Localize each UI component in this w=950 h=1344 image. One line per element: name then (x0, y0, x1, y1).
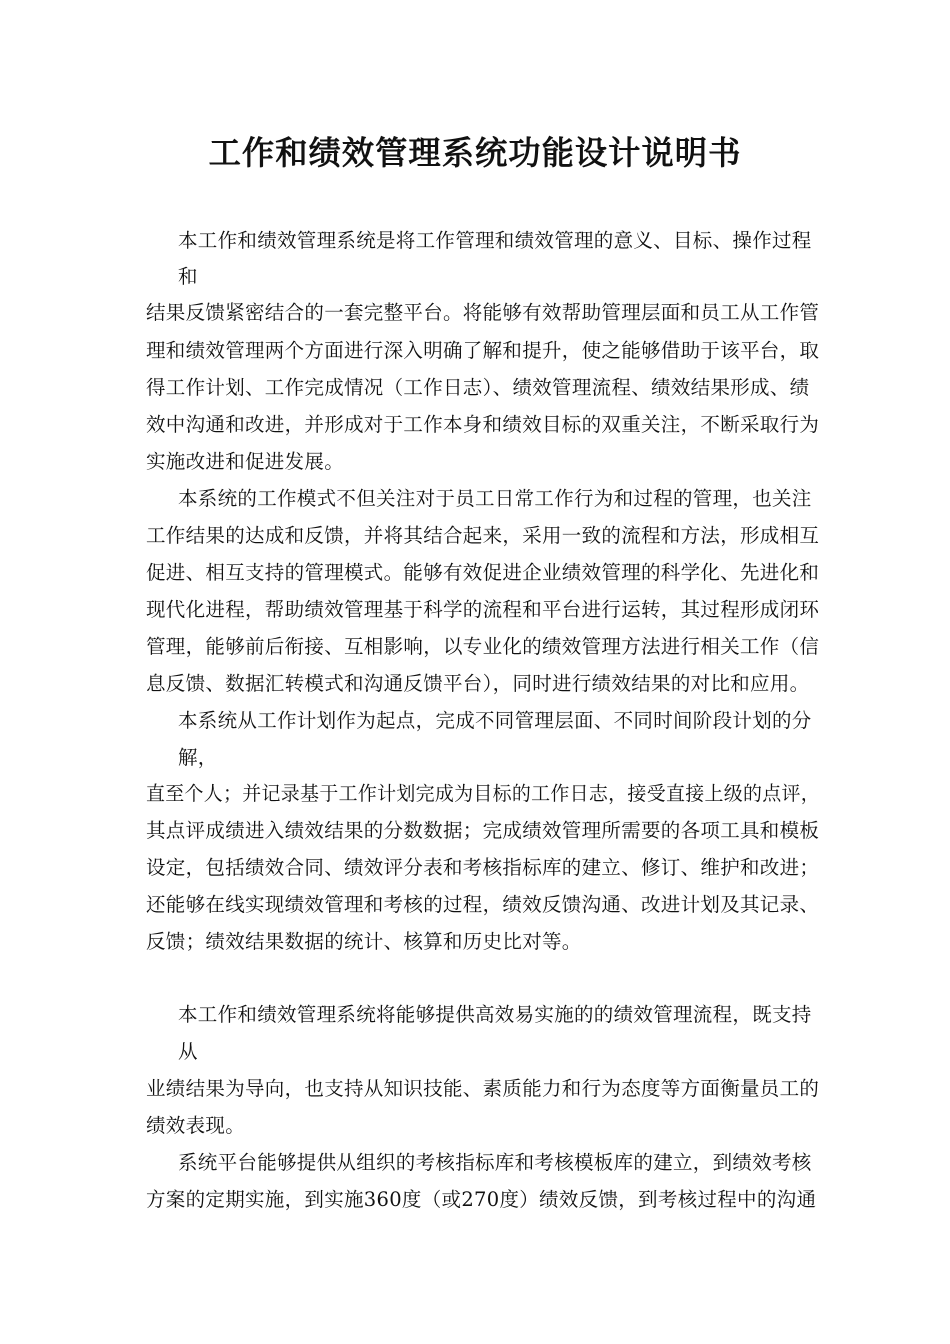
paragraph-line: 本工作和绩效管理系统是将工作管理和绩效管理的意义、目标、操作过程 (178, 229, 812, 252)
paragraph-line: 理和绩效管理两个方面进行深入明确了解和提升，使之能够借助于该平台，取 (146, 339, 820, 362)
paragraph-line: 反馈；绩效结果数据的统计、核算和历史比对等。 (146, 930, 582, 953)
paragraph-line: 现代化进程，帮助绩效管理基于科学的流程和平台进行运转，其过程形成闭环 (146, 598, 820, 621)
paragraph-line: 本系统从工作计划作为起点，完成不同管理层面、不同时间阶段计划的分 (178, 709, 812, 732)
paragraph-line: 解， (178, 746, 218, 769)
paragraph-line: 其点评成绩进入绩效结果的分数数据；完成绩效管理所需要的各项工具和模板 (146, 819, 820, 842)
paragraph-line: 直至个人；并记录基于工作计划完成为目标的工作日志，接受直接上级的点评， (146, 782, 821, 805)
paragraph-line: 设定，包括绩效合同、绩效评分表和考核指标库的建立、修订、维护和改进； (146, 856, 820, 879)
paragraph-line: 还能够在线实现绩效管理和考核的过程，绩效反馈沟通、改进计划及其记录、 (146, 893, 820, 916)
paragraph-line: 和 (178, 265, 198, 288)
paragraph-line: 从 (178, 1040, 198, 1063)
paragraph-line: 工作结果的达成和反馈，并将其结合起来，采用一致的流程和方法，形成相互 (146, 524, 820, 547)
paragraph-line: 方案的定期实施，到实施360度（或270度）绩效反馈，到考核过程中的沟通 (146, 1188, 817, 1211)
paragraph-line: 实施改进和促进发展。 (146, 450, 345, 473)
paragraph-line: 息反馈、数据汇转模式和沟通反馈平台），同时进行绩效结果的对比和应用。 (146, 672, 810, 695)
paragraph-line: 本系统的工作模式不但关注对于员工日常工作行为和过程的管理，也关注 (178, 487, 812, 510)
paragraph-line: 促进、相互支持的管理模式。能够有效促进企业绩效管理的科学化、先进化和 (146, 561, 820, 584)
paragraph-line: 系统平台能够提供从组织的考核指标库和考核模板库的建立，到绩效考核 (178, 1151, 812, 1174)
paragraph-line: 效中沟通和改进，并形成对于工作本身和绩效目标的双重关注，不断采取行为 (146, 413, 820, 436)
paragraph-line: 得工作计划、工作完成情况（工作日志）、绩效管理流程、绩效结果形成、绩 (146, 376, 810, 399)
paragraph-line: 本工作和绩效管理系统将能够提供高效易实施的的绩效管理流程，既支持 (178, 1003, 812, 1026)
paragraph-line: 结果反馈紧密结合的一套完整平台。将能够有效帮助管理层面和员工从工作管 (146, 301, 820, 324)
paragraph-line: 业绩结果为导向，也支持从知识技能、素质能力和行为态度等方面衡量员工的 (146, 1077, 820, 1100)
paragraph-line: 绩效表现。 (146, 1114, 246, 1137)
paragraph-line: 管理，能够前后衔接、互相影响，以专业化的绩效管理方法进行相关工作（信 (146, 635, 820, 658)
document-title: 工作和绩效管理系统功能设计说明书 (208, 134, 742, 172)
